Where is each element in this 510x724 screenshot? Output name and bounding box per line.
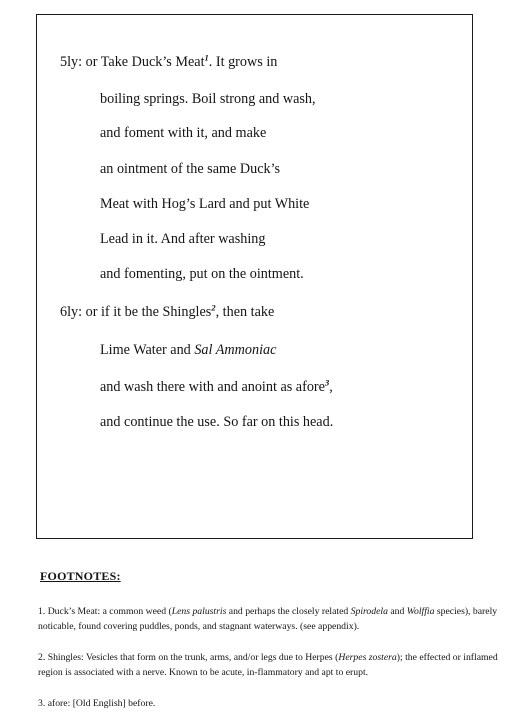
footnote-marker-2: 2 <box>211 302 216 313</box>
footnote-text: and perhaps the closely related <box>226 606 351 617</box>
text-line-6: Lead in it. And after washing <box>100 231 266 247</box>
text-line-7: and fomenting, put on the ointment. <box>100 266 304 282</box>
italic-term: Spirodela <box>350 606 388 617</box>
text-line-1 <box>60 52 278 70</box>
footnote-text: species), barely noticable, found covering puddles, ponds, and stagnant waterways. (see appendix). <box>38 606 498 632</box>
footnote-marker-3: 3 <box>324 377 330 388</box>
text-line-5: Meat with Hog’s Lard and put White <box>100 196 310 212</box>
italic-term: Herpes zostera <box>338 652 397 663</box>
line-text: Lime Water and <box>100 342 195 358</box>
footnote-text: ); the effected or inflamed region is associated with a nerve. Known to be acute, in-flammatory and apt to erupt. <box>38 652 498 678</box>
footnote-marker-1: 1 <box>204 52 209 63</box>
text-line-11: and continue the use. So far on this head. <box>100 414 334 430</box>
line-text: 5ly: or Take Duck’s Meat <box>60 54 205 70</box>
text-line-10 <box>100 377 333 395</box>
footnote-3: 3. afore: [Old English] before. <box>38 698 156 709</box>
footnote-text: and <box>387 606 407 617</box>
italic-term: Sal Ammoniac <box>194 342 277 358</box>
text-line-3: and foment with it, and make <box>100 125 267 141</box>
line-text: , <box>329 379 333 395</box>
footnote-text: 2. Shingles: Vesicles that form on the trunk, arms, and/or legs due to Herpes ( <box>38 652 339 663</box>
footnote-2 <box>38 651 500 680</box>
line-text: and wash there with and anoint as afore <box>100 379 325 395</box>
italic-term: Lens palustris <box>171 606 227 617</box>
line-text: , then take <box>215 304 275 320</box>
footnote-text: 1. Duck’s Meat: a common weed ( <box>38 606 172 617</box>
text-line-8 <box>60 302 275 320</box>
italic-term: Wolffia <box>406 606 435 617</box>
text-line-4: an ointment of the same Duck’s <box>100 161 281 177</box>
text-line-2: boiling springs. Boil strong and wash, <box>100 91 316 107</box>
line-text: 6ly: or if it be the Shingles <box>60 304 212 320</box>
footnotes-heading: FOOTNOTES: <box>40 569 121 583</box>
footnote-1 <box>38 605 500 634</box>
text-line-9 <box>100 343 276 357</box>
line-text: . It grows in <box>208 54 278 70</box>
